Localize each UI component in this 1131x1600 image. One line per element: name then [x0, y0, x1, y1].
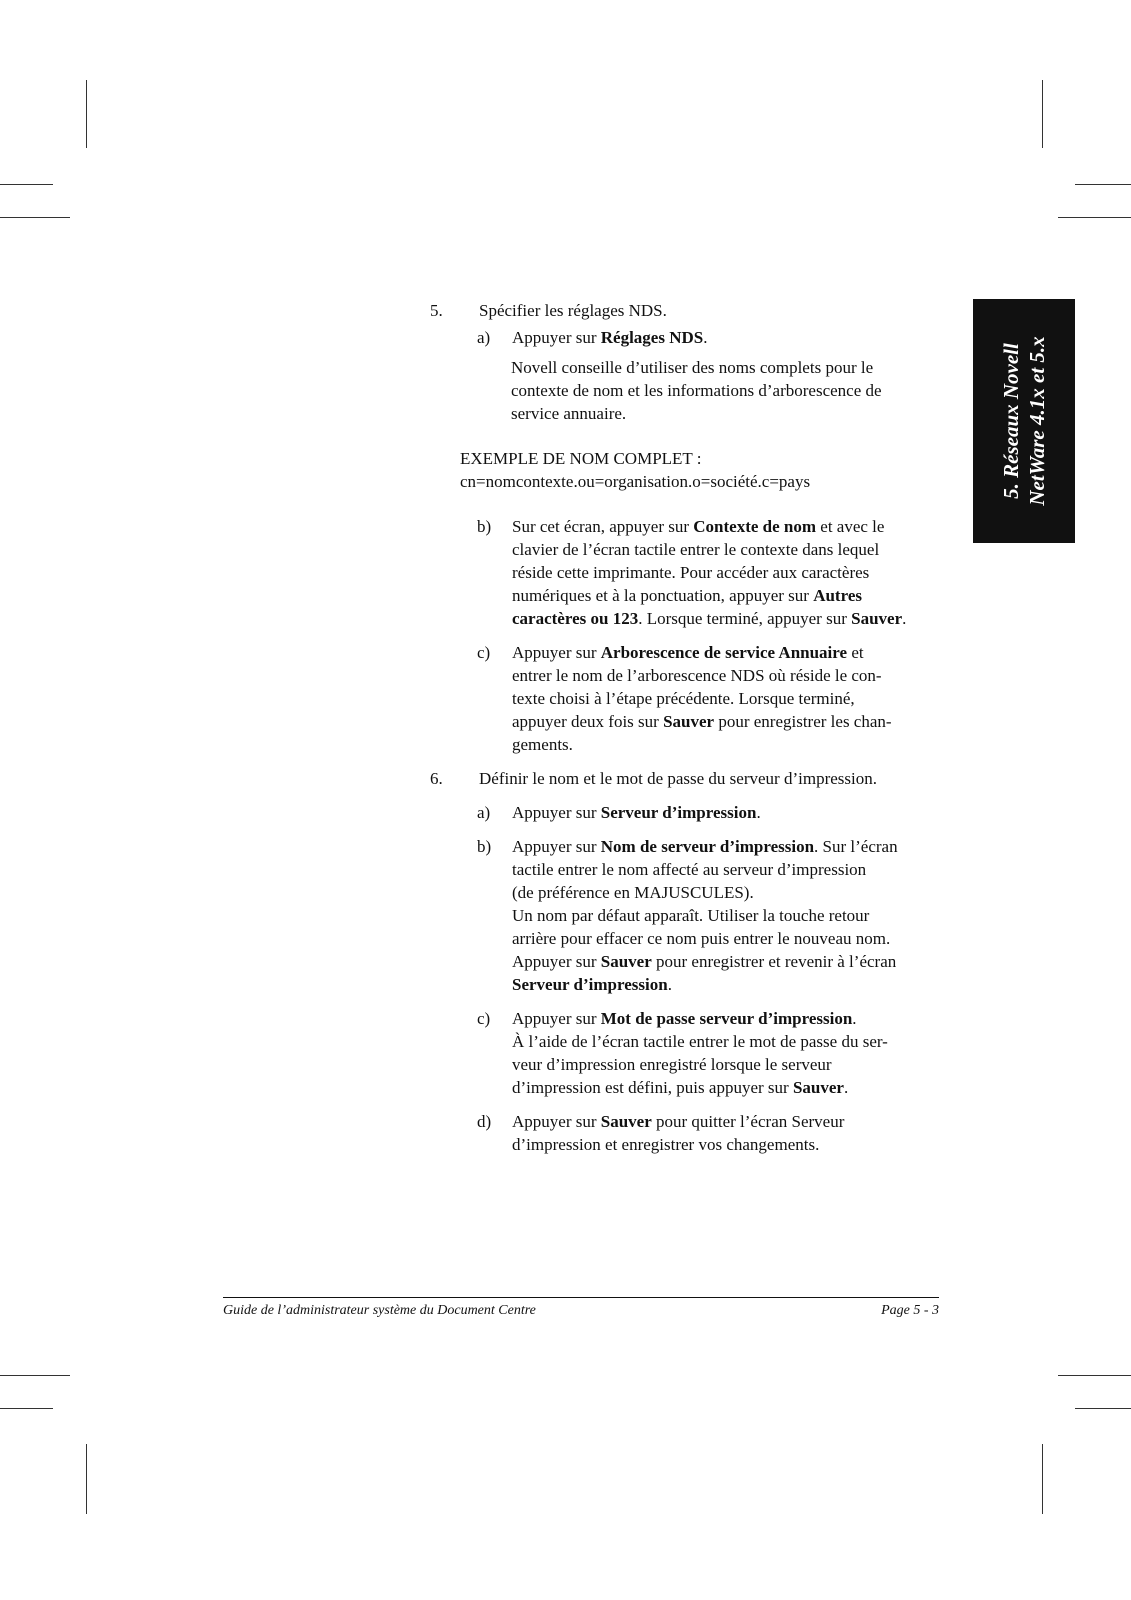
substep-letter: b) [477, 517, 492, 536]
substep-text: veur d’impression enregistré lorsque le serveur [512, 1055, 832, 1074]
crop-mark [1042, 80, 1043, 148]
substep-text: arrière pour effacer ce nom puis entrer le nouveau nom. [512, 929, 891, 948]
substep-text: réside cette imprimante. Pour accéder aux caractères [512, 563, 870, 582]
note-line: Novell conseille d’utiliser des noms complets pour le [511, 358, 874, 377]
substep-text: d’impression est défini, puis appuyer sur Sauver. [512, 1078, 849, 1097]
substep-letter: a) [477, 803, 491, 822]
note-line: contexte de nom et les informations d’arborescence de [511, 381, 882, 400]
substep-text: Sur cet écran, appuyer sur Contexte de nom et avec le [512, 517, 885, 536]
substep-text: À l’aide de l’écran tactile entrer le mot de passe du ser- [512, 1032, 888, 1051]
chapter-tab [973, 299, 1075, 543]
substep-text: Un nom par défaut apparaît. Utiliser la touche retour [512, 906, 870, 925]
substep-text: texte choisi à l’étape précédente. Lorsque terminé, [512, 689, 855, 708]
step-title: Définir le nom et le mot de passe du serveur d’impression. [479, 769, 877, 788]
substep-text: Appuyer sur Serveur d’impression. [512, 803, 761, 822]
step-number: 5. [430, 301, 443, 320]
substep-text: numériques et à la ponctuation, appuyer sur Autres [512, 586, 862, 605]
crop-mark [1042, 1444, 1043, 1514]
footer-title: Guide de l’administrateur système du Document Centre [223, 1303, 536, 1318]
example-label: EXEMPLE DE NOM COMPLET : [460, 449, 702, 468]
crop-mark [86, 80, 87, 148]
crop-mark [1058, 217, 1131, 218]
substep-text: appuyer deux fois sur Sauver pour enregistrer les chan- [512, 712, 892, 731]
page-number: Page 5 - 3 [881, 1303, 939, 1318]
step-number: 6. [430, 769, 443, 788]
substep-text: Appuyer sur Mot de passe serveur d’impression. [512, 1009, 857, 1028]
substep-letter: c) [477, 643, 491, 662]
crop-mark [0, 1375, 70, 1376]
substep-text: entrer le nom de l’arborescence NDS où réside le con- [512, 666, 882, 685]
substep-text: Serveur d’impression. [512, 975, 672, 994]
substep-text: gements. [512, 735, 573, 754]
crop-mark [1075, 184, 1131, 185]
note-line: service annuaire. [511, 404, 627, 423]
substep-text: d’impression et enregistrer vos changements. [512, 1135, 820, 1154]
crop-mark [0, 217, 70, 218]
chapter-tab-title [998, 336, 1050, 505]
substep-text: Appuyer sur Réglages NDS. [512, 328, 708, 347]
substep-text: (de préférence en MAJUSCULES). [512, 883, 754, 902]
substep-text: clavier de l’écran tactile entrer le contexte dans lequel [512, 540, 880, 559]
crop-mark [0, 1408, 53, 1409]
example-value: cn=nomcontexte.ou=organisation.o=société.c=pays [460, 472, 811, 491]
crop-mark [1058, 1375, 1131, 1376]
chapter-tab-line1: 5. Réseaux Novell [999, 343, 1023, 499]
step-title: Spécifier les réglages NDS. [479, 301, 667, 320]
substep-letter: a) [477, 328, 491, 347]
chapter-tab-line2: NetWare 4.1x et 5.x [1025, 336, 1049, 506]
crop-mark [1075, 1408, 1131, 1409]
substep-text: Appuyer sur Arborescence de service Annuaire et [512, 643, 864, 662]
crop-mark [0, 184, 53, 185]
substep-text: Appuyer sur Sauver pour quitter l’écran Serveur [512, 1112, 845, 1131]
crop-mark [86, 1444, 87, 1514]
substep-letter: d) [477, 1112, 492, 1131]
substep-letter: c) [477, 1009, 491, 1028]
substep-text: Appuyer sur Nom de serveur d’impression. Sur l’écran [512, 837, 898, 856]
substep-text: tactile entrer le nom affecté au serveur d’impression [512, 860, 867, 879]
substep-text: Appuyer sur Sauver pour enregistrer et revenir à l’écran [512, 952, 897, 971]
footer-rule [223, 1297, 939, 1298]
substep-letter: b) [477, 837, 492, 856]
substep-text: caractères ou 123. Lorsque terminé, appuyer sur Sauver. [512, 609, 907, 628]
